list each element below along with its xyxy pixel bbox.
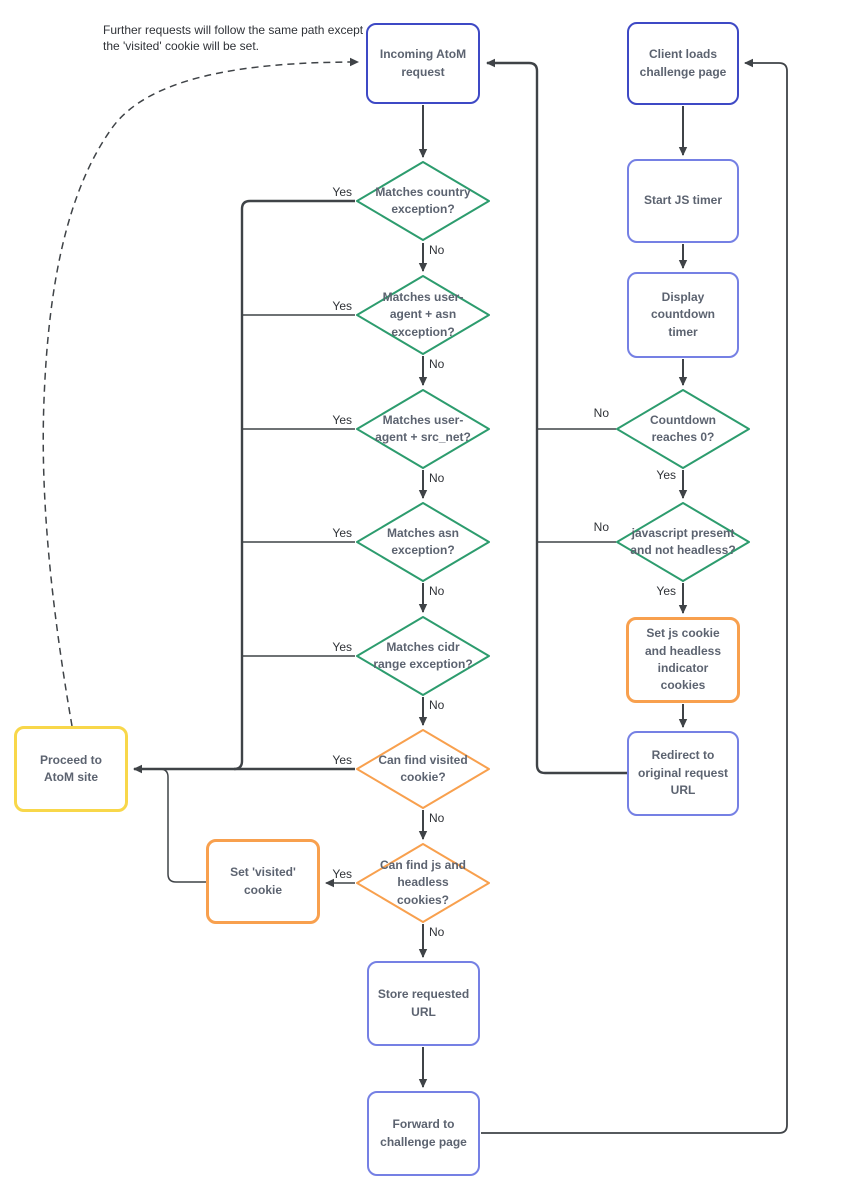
edge-label-no: No bbox=[429, 698, 445, 712]
node-client-loads-challenge-page bbox=[627, 22, 739, 105]
edge-label-yes: Yes bbox=[332, 299, 352, 313]
node-matches-useragent-asn-exception bbox=[355, 274, 491, 356]
edge-label-no: No bbox=[429, 925, 445, 939]
edge-label-yes: Yes bbox=[332, 526, 352, 540]
node-label: Countdown reaches 0? bbox=[650, 412, 716, 444]
node-redirect-original-url bbox=[627, 731, 739, 816]
node-label: Forward to challenge page bbox=[380, 1117, 467, 1149]
note-further-requests: Further requests will follow the same path except the 'visited' cookie will be set. bbox=[103, 23, 364, 53]
node-matches-useragent-srcnet bbox=[355, 388, 491, 470]
node-proceed-to-atom-site bbox=[14, 726, 128, 812]
node-label: javascript present and not headless? bbox=[630, 525, 736, 557]
node-incoming-atom-request bbox=[366, 23, 480, 104]
node-label: Matches user-agent + asn exception? bbox=[382, 289, 464, 339]
edge-label-yes: Yes bbox=[332, 753, 352, 767]
node-label: Incoming AtoM request bbox=[379, 47, 467, 79]
node-set-js-cookie bbox=[626, 617, 740, 703]
edge-label-yes: Yes bbox=[332, 185, 352, 199]
node-set-visited-cookie bbox=[206, 839, 320, 924]
node-label: Client loads challenge page bbox=[639, 47, 727, 79]
node-label: Start JS timer bbox=[643, 193, 723, 208]
node-label: Can find visited cookie? bbox=[378, 752, 468, 784]
node-store-requested-url bbox=[367, 961, 480, 1046]
edge-label-no: No bbox=[593, 520, 609, 534]
edge-label-no: No bbox=[429, 357, 445, 371]
edge-label-no: No bbox=[429, 471, 445, 485]
node-label: Display countdown timer bbox=[651, 289, 715, 339]
node-label: Matches country exception? bbox=[375, 184, 471, 216]
node-label: Proceed to AtoM site bbox=[39, 752, 102, 784]
edge-label-yes: Yes bbox=[332, 640, 352, 654]
edge-label-no: No bbox=[429, 243, 445, 257]
node-label: Store requested URL bbox=[377, 987, 470, 1019]
edge-label-yes: Yes bbox=[332, 413, 352, 427]
node-javascript-present-not-headless bbox=[615, 501, 751, 583]
node-forward-to-challenge-page bbox=[367, 1091, 480, 1176]
node-label: Matches asn exception? bbox=[386, 525, 460, 557]
edge-label-no: No bbox=[593, 406, 609, 420]
node-countdown-reaches-0 bbox=[615, 388, 751, 470]
node-label: Matches cidr range exception? bbox=[373, 639, 473, 671]
node-display-countdown-timer bbox=[627, 272, 739, 358]
edge-label-yes: Yes bbox=[656, 468, 676, 482]
edge-proceed-dashed-to-incoming bbox=[43, 62, 358, 726]
edge-label-no: No bbox=[429, 584, 445, 598]
node-label: Set js cookie and headless indicator cookies bbox=[644, 626, 722, 693]
node-label: Matches user-agent + src_net? bbox=[375, 412, 471, 444]
node-matches-asn-exception bbox=[355, 501, 491, 583]
edge-label-no: No bbox=[429, 811, 445, 825]
node-start-js-timer bbox=[627, 159, 739, 243]
edge-setvisited-to-proceed bbox=[154, 769, 206, 882]
edge-label-yes: Yes bbox=[656, 584, 676, 598]
edge-yes-trunk bbox=[234, 201, 355, 769]
edge-label-yes: Yes bbox=[332, 867, 352, 881]
node-can-find-visited-cookie bbox=[355, 728, 491, 810]
node-matches-cidr-range-exception bbox=[355, 615, 491, 697]
node-can-find-js-headless-cookies bbox=[355, 842, 491, 924]
node-matches-country-exception bbox=[355, 160, 491, 242]
node-label: Can find js and headless cookies? bbox=[379, 857, 466, 907]
node-label: Set 'visited' cookie bbox=[230, 865, 296, 897]
node-label: Redirect to original request URL bbox=[637, 748, 729, 798]
